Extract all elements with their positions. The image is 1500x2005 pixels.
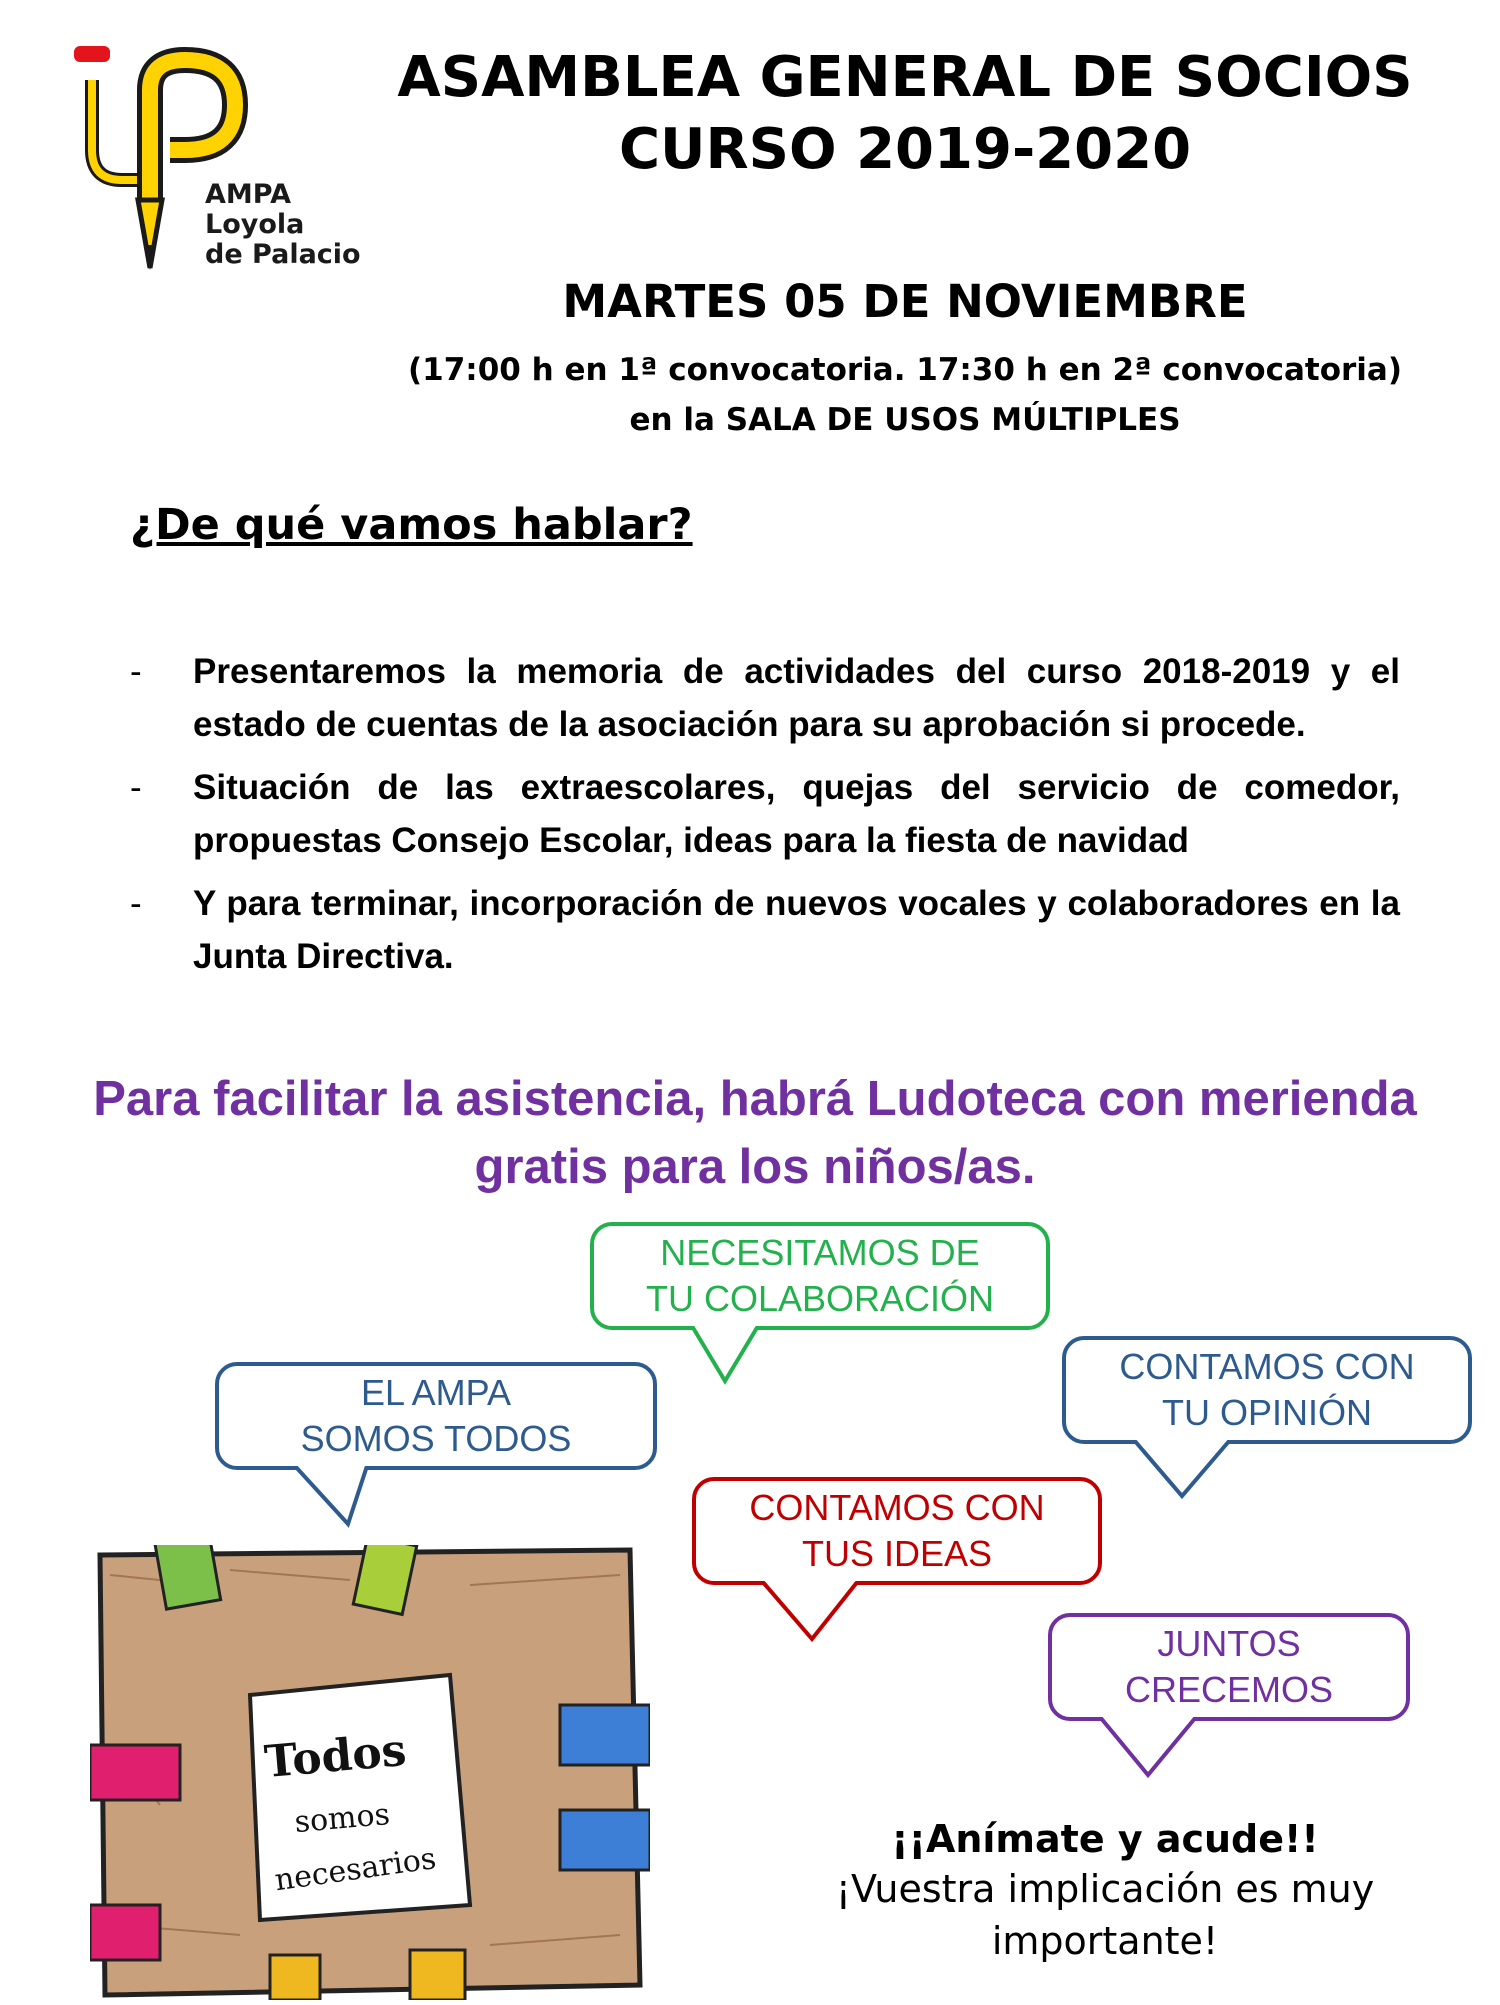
call-to-action	[800, 1815, 1410, 1967]
meeting-date: MARTES 05 DE NOVIEMBRE	[562, 275, 1248, 328]
bubble-tail-icon	[760, 1581, 860, 1643]
bubble-opinion-line-1: CONTAMOS CON	[1119, 1346, 1415, 1387]
bubble-tail-icon	[1132, 1440, 1232, 1500]
bubble-ampa	[215, 1362, 657, 1470]
ludoteca-line-1: Para facilitar la asistencia, habrá Ludoteca con merienda	[93, 1072, 1417, 1126]
cta-line-3: importante!	[991, 1919, 1219, 1963]
bubble-ampa-line-1: EL AMPA	[360, 1372, 512, 1413]
list-item	[130, 645, 1400, 751]
bubble-ideas-line-2: TUS IDEAS	[801, 1533, 993, 1574]
cta-line-2: ¡Vuestra implicación es muy	[835, 1867, 1375, 1911]
bubble-crecemos-line-1: JUNTOS	[1157, 1623, 1301, 1664]
meeting-place: en la SALA DE USOS MÚLTIPLES	[629, 402, 1181, 438]
bullet-dash: -	[130, 652, 142, 691]
agenda-list	[130, 645, 1400, 993]
bullet-dash: -	[130, 884, 142, 923]
bubble-ideas	[692, 1477, 1102, 1585]
bubble-crecemos-line-2: CRECEMOS	[1124, 1669, 1334, 1710]
drawing-text-todos: Todos	[262, 1724, 409, 1789]
bubble-necesitamos-line-1: NECESITAMOS DE	[660, 1232, 980, 1273]
bubble-opinion	[1062, 1336, 1472, 1444]
logo-line-ampa: AMPA	[205, 179, 291, 210]
agenda-item-3: Y para terminar, incorporación de nuevos vocales y colaboradores en la Junta Directiva.	[193, 884, 1400, 976]
bubble-crecemos	[1048, 1613, 1410, 1721]
bubble-ampa-line-2: SOMOS TODOS	[300, 1418, 572, 1459]
title-line-1: ASAMBLEA GENERAL DE SOCIOS	[397, 45, 1413, 110]
bubble-opinion-line-2: TU OPINIÓN	[1161, 1392, 1372, 1433]
agenda-heading: ¿De qué vamos hablar?	[130, 500, 693, 550]
title-line-2: CURSO 2019-2020	[618, 117, 1192, 182]
hands-drawing-icon	[90, 1545, 650, 2000]
ludoteca-note	[80, 1065, 1430, 1201]
logo-line-de-palacio: de Palacio	[205, 239, 361, 270]
bubble-necesitamos	[590, 1222, 1050, 1330]
bubble-necesitamos-line-2: TU COLABORACIÓN	[645, 1278, 995, 1319]
list-item	[130, 877, 1400, 983]
meeting-times	[330, 345, 1480, 445]
agenda-item-2: Situación de las extraescolares, quejas del servicio de comedor, propuestas Consejo Escolar, ideas para la fiesta de navidad	[193, 768, 1400, 860]
ludoteca-line-2: gratis para los niños/as.	[474, 1140, 1036, 1194]
page-title	[330, 42, 1480, 186]
bullet-dash: -	[130, 768, 142, 807]
hands-table-drawing	[90, 1545, 650, 2000]
cta-headline: ¡¡Anímate y acude!!	[891, 1817, 1319, 1861]
drawing-text-somos: somos	[293, 1796, 392, 1841]
bubble-ideas-line-1: CONTAMOS CON	[749, 1487, 1045, 1528]
convocatoria-times: (17:00 h en 1ª convocatoria. 17:30 h en 2ª convocatoria)	[407, 352, 1402, 388]
drawing-text-necesarios: necesarios	[272, 1841, 439, 1899]
list-item	[130, 761, 1400, 867]
bubble-tail-icon	[293, 1466, 369, 1528]
bubble-tail-icon	[690, 1326, 760, 1386]
agenda-item-1: Presentaremos la memoria de actividades del curso 2018-2019 y el estado de cuentas de la asociación para su aprobación si procede.	[193, 652, 1400, 744]
logo-line-loyola: Loyola	[205, 209, 305, 240]
logo-text	[205, 180, 361, 270]
bubble-tail-icon	[1098, 1717, 1198, 1779]
